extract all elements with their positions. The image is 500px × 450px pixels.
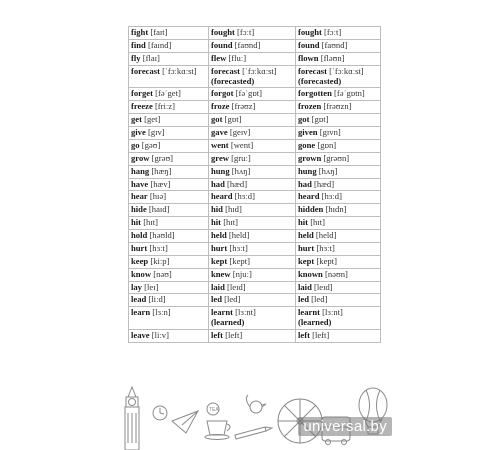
base-form-cell: [129, 330, 209, 343]
transcription: [hɪə]: [149, 191, 167, 202]
verb-word: left: [298, 330, 310, 340]
transcription: [grəʊ]: [151, 152, 174, 163]
verb-word: flew: [211, 52, 227, 63]
verb-word: keep: [131, 255, 149, 266]
past-simple-cell: [209, 307, 296, 330]
base-form-cell: [129, 268, 209, 281]
verb-word: get: [131, 114, 142, 125]
verb-word: know: [131, 268, 152, 279]
base-form-cell: [129, 307, 209, 330]
transcription: [faɪt]: [150, 27, 168, 37]
past-simple-cell: [209, 268, 296, 281]
verb-word: flown: [298, 52, 319, 63]
verb-word: hit: [211, 217, 222, 228]
verb-word: gone: [298, 139, 316, 150]
past-participle-cell: [296, 217, 381, 230]
verb-word: fight: [131, 27, 149, 37]
transcription: [hɪd]: [225, 204, 242, 215]
verb-row: [129, 230, 381, 243]
transcription: [hɪt]: [310, 217, 325, 228]
transcription: [fləʊn]: [320, 52, 345, 63]
transcription: [led]: [311, 294, 328, 305]
transcription: [frəʊzn]: [323, 101, 352, 112]
verb-word: fly: [131, 52, 141, 63]
verb-word: learnt: [298, 307, 320, 318]
alternative-form: (forecasted): [211, 75, 255, 86]
transcription: [kiːp]: [150, 255, 170, 266]
verb-word: forecast: [131, 65, 160, 76]
verb-word: forgotten: [298, 88, 332, 99]
base-form-cell: [129, 139, 209, 152]
transcription: [lɜːnt]: [322, 307, 343, 318]
watermark: universal.by: [298, 417, 392, 436]
transcription: [leɪ]: [144, 281, 159, 292]
verb-row: [129, 165, 381, 178]
past-participle-cell: [296, 230, 381, 243]
transcription: [held]: [228, 230, 250, 240]
verb-row: [129, 39, 381, 52]
past-participle-cell: [296, 101, 381, 114]
base-form-cell: [129, 27, 209, 40]
verb-word: laid: [298, 281, 312, 292]
transcription: [left]: [312, 330, 330, 340]
transcription: [went]: [230, 139, 254, 150]
base-form-cell: [129, 281, 209, 294]
transcription: [friːz]: [154, 101, 175, 112]
past-simple-cell: [209, 165, 296, 178]
verb-word: hurt: [211, 242, 228, 253]
transcription: [fɔːt]: [237, 27, 255, 37]
past-participle-cell: [296, 204, 381, 217]
past-participle-cell: [296, 52, 381, 65]
verb-word: hurt: [298, 242, 315, 253]
transcription: [həʊld]: [149, 230, 175, 240]
transcription: [kept]: [316, 255, 337, 266]
verb-row: [129, 281, 381, 294]
verb-word: learn: [131, 307, 151, 318]
past-participle-cell: [296, 39, 381, 52]
transcription: [frəʊz]: [231, 101, 256, 112]
verb-row: [129, 330, 381, 343]
past-simple-cell: [209, 52, 296, 65]
verb-row: [129, 255, 381, 268]
verb-word: forecast: [298, 65, 327, 76]
base-form-cell: [129, 114, 209, 127]
transcription: [ˈfɔːkɑːst]: [242, 65, 277, 76]
verb-row: [129, 127, 381, 140]
transcription: [ˈfɔːkɑːst]: [162, 65, 197, 76]
verb-word: grow: [131, 152, 150, 163]
past-simple-cell: [209, 27, 296, 40]
past-simple-cell: [209, 39, 296, 52]
verb-word: laid: [211, 281, 225, 292]
transcription: [gəʊ]: [141, 139, 161, 150]
base-form-cell: [129, 294, 209, 307]
past-simple-cell: [209, 88, 296, 101]
verb-word: find: [131, 39, 146, 50]
verb-word: left: [211, 330, 223, 340]
past-participle-cell: [296, 191, 381, 204]
transcription: [hɜːt]: [316, 242, 335, 253]
past-simple-cell: [209, 242, 296, 255]
past-participle-cell: [296, 88, 381, 101]
past-participle-cell: [296, 268, 381, 281]
past-simple-cell: [209, 294, 296, 307]
past-simple-cell: [209, 255, 296, 268]
verb-word: fought: [211, 27, 235, 37]
past-participle-cell: [296, 139, 381, 152]
verb-word: heard: [298, 191, 320, 202]
verb-word: leave: [131, 330, 150, 340]
transcription: [lɜːn]: [152, 307, 171, 318]
verb-row: [129, 178, 381, 191]
transcription: [hæv]: [150, 178, 171, 189]
verb-word: hung: [211, 165, 230, 176]
verb-word: given: [298, 127, 318, 137]
transcription: [faʊnd]: [234, 39, 261, 50]
verb-row: [129, 268, 381, 281]
tea-label: TEA: [209, 407, 219, 413]
verb-word: hidden: [298, 204, 324, 215]
transcription: [geɪv]: [229, 127, 251, 137]
verb-word: hung: [298, 165, 317, 176]
base-form-cell: [129, 165, 209, 178]
base-form-cell: [129, 217, 209, 230]
verb-word: hurt: [131, 242, 148, 253]
past-simple-cell: [209, 230, 296, 243]
base-form-cell: [129, 65, 209, 88]
transcription: [hɜːd]: [321, 191, 342, 202]
past-simple-cell: [209, 65, 296, 88]
base-form-cell: [129, 204, 209, 217]
verb-word: had: [298, 178, 312, 189]
verb-word: led: [211, 294, 222, 305]
transcription: [hæŋ]: [151, 165, 172, 176]
verb-word: grown: [298, 152, 322, 163]
verb-row: [129, 217, 381, 230]
verb-word: knew: [211, 268, 231, 279]
transcription: [fɔːt]: [324, 27, 342, 37]
transcription: [gɪvn]: [319, 127, 341, 137]
verb-word: freeze: [131, 101, 153, 112]
verb-word: got: [298, 114, 310, 125]
big-ben-icon: [125, 387, 139, 450]
verb-word: lead: [131, 294, 147, 305]
verb-word: go: [131, 139, 140, 150]
verb-word: hit: [131, 217, 142, 228]
transcription: [hɪt]: [143, 217, 158, 228]
verb-row: [129, 27, 381, 40]
transcription: [hʌŋ]: [231, 165, 251, 176]
past-participle-cell: [296, 127, 381, 140]
paper-plane-icon: [172, 411, 198, 433]
verb-word: found: [211, 39, 233, 50]
verb-word: grew: [211, 152, 229, 163]
verb-word: held: [298, 230, 314, 240]
verb-word: known: [298, 268, 323, 279]
base-form-cell: [129, 191, 209, 204]
verb-word: fought: [298, 27, 322, 37]
past-participle-cell: [296, 330, 381, 343]
clock-icon: [153, 406, 167, 420]
verb-row: [129, 307, 381, 330]
past-simple-cell: [209, 114, 296, 127]
past-participle-cell: [296, 255, 381, 268]
verb-word: got: [211, 114, 223, 125]
transcription: [faʊnd]: [321, 39, 348, 50]
verb-word: found: [298, 39, 320, 50]
verb-word: led: [298, 294, 309, 305]
transcription: [hʌŋ]: [318, 165, 338, 176]
verb-row: [129, 101, 381, 114]
transcription: [liːd]: [148, 294, 166, 305]
verb-word: heard: [211, 191, 233, 202]
transcription: [gɒt]: [311, 114, 329, 125]
past-simple-cell: [209, 204, 296, 217]
transcription: [hæd]: [227, 178, 248, 189]
transcription: [hɪdn]: [325, 204, 347, 215]
transcription: [left]: [225, 330, 243, 340]
past-participle-cell: [296, 152, 381, 165]
alternative-form: (learned): [298, 317, 332, 328]
transcription: [fluː]: [228, 52, 247, 63]
transcription: [fəˈgɒtn]: [334, 88, 365, 99]
transcription: [held]: [315, 230, 337, 240]
verb-row: [129, 52, 381, 65]
verb-word: had: [211, 178, 225, 189]
verb-word: learnt: [211, 307, 233, 318]
transcription: [gɒt]: [224, 114, 242, 125]
verb-word: frozen: [298, 101, 322, 112]
transcription: [ˈfɔːkɑːst]: [329, 65, 364, 76]
transcription: [fəˈget]: [155, 88, 181, 99]
bird-icon: [246, 395, 266, 413]
base-form-cell: [129, 178, 209, 191]
past-participle-cell: [296, 65, 381, 88]
past-simple-cell: [209, 127, 296, 140]
past-simple-cell: [209, 139, 296, 152]
transcription: [flaɪ]: [142, 52, 160, 63]
verb-word: have: [131, 178, 149, 189]
base-form-cell: [129, 127, 209, 140]
verb-word: hear: [131, 191, 148, 202]
base-form-cell: [129, 39, 209, 52]
base-form-cell: [129, 52, 209, 65]
past-participle-cell: [296, 242, 381, 255]
verb-row: [129, 65, 381, 88]
transcription: [liːv]: [151, 330, 169, 340]
verb-row: [129, 191, 381, 204]
transcription: [hɜːd]: [234, 191, 255, 202]
verb-word: hid: [211, 204, 223, 215]
past-simple-cell: [209, 191, 296, 204]
past-participle-cell: [296, 27, 381, 40]
transcription: [kept]: [229, 255, 250, 266]
verb-word: hit: [298, 217, 309, 228]
verb-word: went: [211, 139, 229, 150]
alternative-form: (forecasted): [298, 75, 342, 86]
transcription: [gɒn]: [317, 139, 337, 150]
verb-row: [129, 294, 381, 307]
verb-row: [129, 152, 381, 165]
verb-row: [129, 242, 381, 255]
transcription: [hɜːt]: [229, 242, 248, 253]
verb-word: forget: [131, 88, 153, 99]
verb-row: [129, 139, 381, 152]
verb-word: froze: [211, 101, 230, 112]
verb-row: [129, 204, 381, 217]
tea-cup-icon: [205, 403, 230, 440]
transcription: [lɜːnt]: [235, 307, 256, 318]
base-form-cell: [129, 255, 209, 268]
base-form-cell: [129, 101, 209, 114]
transcription: [gɪv]: [147, 127, 165, 137]
past-simple-cell: [209, 178, 296, 191]
irregular-verbs-table: [128, 26, 381, 343]
transcription: [faɪnd]: [147, 39, 172, 50]
verb-word: lay: [131, 281, 142, 292]
transcription: [fəˈgɒt]: [235, 88, 263, 99]
verb-word: hide: [131, 204, 147, 215]
past-simple-cell: [209, 152, 296, 165]
base-form-cell: [129, 152, 209, 165]
base-form-cell: [129, 242, 209, 255]
verb-word: give: [131, 127, 146, 137]
transcription: [leɪd]: [314, 281, 333, 292]
pencil-icon: [235, 427, 272, 439]
verb-table-body: [129, 27, 381, 343]
past-participle-cell: [296, 307, 381, 330]
transcription: [led]: [224, 294, 241, 305]
transcription: [nəʊn]: [325, 268, 348, 279]
base-form-cell: [129, 230, 209, 243]
past-participle-cell: [296, 178, 381, 191]
verb-word: kept: [298, 255, 315, 266]
past-simple-cell: [209, 281, 296, 294]
past-participle-cell: [296, 165, 381, 178]
transcription: [get]: [144, 114, 161, 125]
verb-word: kept: [211, 255, 228, 266]
transcription: [grəʊn]: [323, 152, 350, 163]
transcription: [nəʊ]: [153, 268, 172, 279]
transcription: [hɪt]: [223, 217, 238, 228]
transcription: [haɪd]: [148, 204, 170, 215]
past-simple-cell: [209, 330, 296, 343]
verb-word: hold: [131, 230, 148, 240]
past-simple-cell: [209, 217, 296, 230]
past-simple-cell: [209, 101, 296, 114]
transcription: [hæd]: [314, 178, 335, 189]
verb-row: [129, 88, 381, 101]
past-participle-cell: [296, 114, 381, 127]
transcription: [hɜːt]: [149, 242, 168, 253]
verb-word: forecast: [211, 65, 240, 76]
past-participle-cell: [296, 281, 381, 294]
transcription: [leɪd]: [227, 281, 246, 292]
past-participle-cell: [296, 294, 381, 307]
base-form-cell: [129, 88, 209, 101]
alternative-form: (learned): [211, 317, 245, 328]
verb-word: held: [211, 230, 227, 240]
verb-word: hang: [131, 165, 150, 176]
verb-word: forgot: [211, 88, 234, 99]
verb-row: [129, 114, 381, 127]
transcription: [njuː]: [232, 268, 252, 279]
verb-word: gave: [211, 127, 228, 137]
transcription: [gruː]: [231, 152, 251, 163]
